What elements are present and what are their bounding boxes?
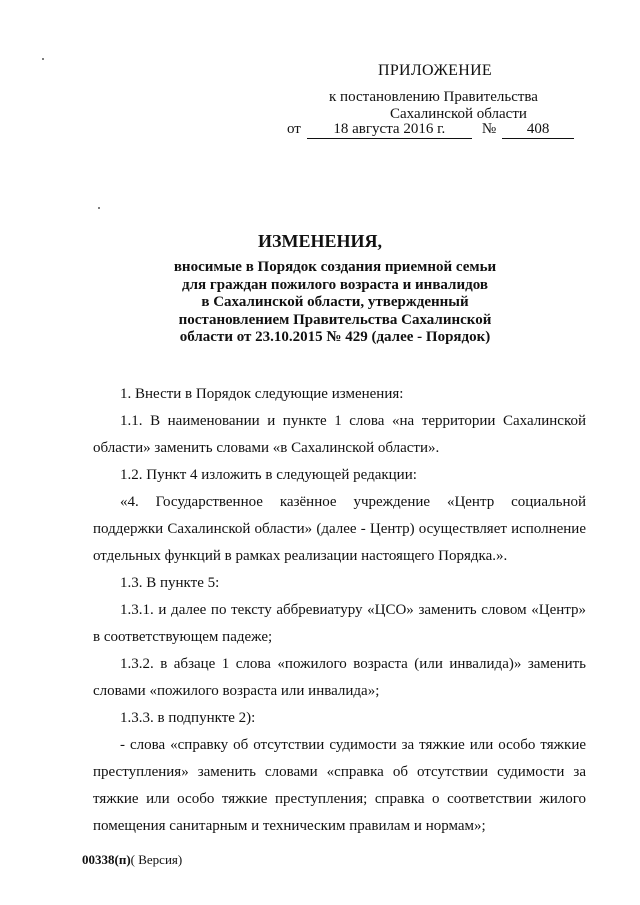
date-prefix: от	[287, 121, 301, 137]
body-paragraph: 1.3.1. и далее по тексту аббревиатуру «ЦСО» заменить словом «Центр» в соответствующем падеже;	[93, 602, 586, 645]
document-number: 408	[502, 121, 574, 139]
footer-code-number: 00338(п)	[82, 852, 131, 867]
document-body	[93, 381, 586, 840]
number-sign: №	[481, 121, 497, 137]
changes-subtitle	[150, 259, 520, 347]
footer-version: ( Версия)	[130, 852, 183, 867]
body-paragraph: 1.3.3. в подпункте 2):	[120, 710, 256, 726]
appendix-title: ПРИЛОЖЕНИЕ	[378, 62, 493, 79]
date-line	[287, 121, 574, 139]
body-paragraph: 1.1. В наименовании и пункте 1 слова «на территории Сахалинской области» заменить словами «в Сахалинской области».	[93, 413, 586, 456]
scan-speck	[98, 207, 100, 209]
footer-code	[82, 852, 182, 868]
changes-title: ИЗМЕНЕНИЯ,	[257, 231, 382, 251]
body-paragraph: 1. Внести в Порядок следующие изменения:	[120, 386, 404, 402]
subtitle-line: для граждан пожилого возраста и инвалидов	[182, 276, 488, 293]
subtitle-line: вносимые в Порядок создания приемной семьи	[173, 259, 497, 275]
subtitle-line: постановлением Правительства Сахалинской	[178, 311, 492, 328]
subtitle-line: области от 23.10.2015 № 429 (далее - Порядок)	[179, 329, 491, 345]
appendix-line-1: к постановлению Правительства	[329, 89, 538, 105]
date-value: 18 августа 2016 г.	[307, 121, 472, 139]
appendix-line-2: Сахалинской области	[390, 106, 527, 122]
body-paragraph: 1.3. В пункте 5:	[120, 575, 220, 591]
body-paragraph: 1.3.2. в абзаце 1 слова «пожилого возраста (или инвалида)» заменить словами «пожилого возраста или инвалида»;	[93, 656, 586, 699]
subtitle-line: в Сахалинской области, утвержденный	[201, 294, 469, 310]
scan-speck	[42, 58, 44, 60]
body-paragraph: - слова «справку об отсутствии судимости за тяжкие или особо тяжкие преступления» заменить словами «справка об отсутствии судимости за тяжкие или особо тяжкие преступления; справка о соответствии жилого помещения санитарным и техническим правилам и нормам»;	[93, 737, 586, 834]
body-paragraph: 1.2. Пункт 4 изложить в следующей редакции:	[120, 467, 417, 483]
body-paragraph: «4. Государственное казённое учреждение «Центр социальной поддержки Сахалинской области» (далее - Центр) осуществляет исполнение отдельных функций в рамках реализации настоящего Порядка.».	[93, 494, 586, 564]
